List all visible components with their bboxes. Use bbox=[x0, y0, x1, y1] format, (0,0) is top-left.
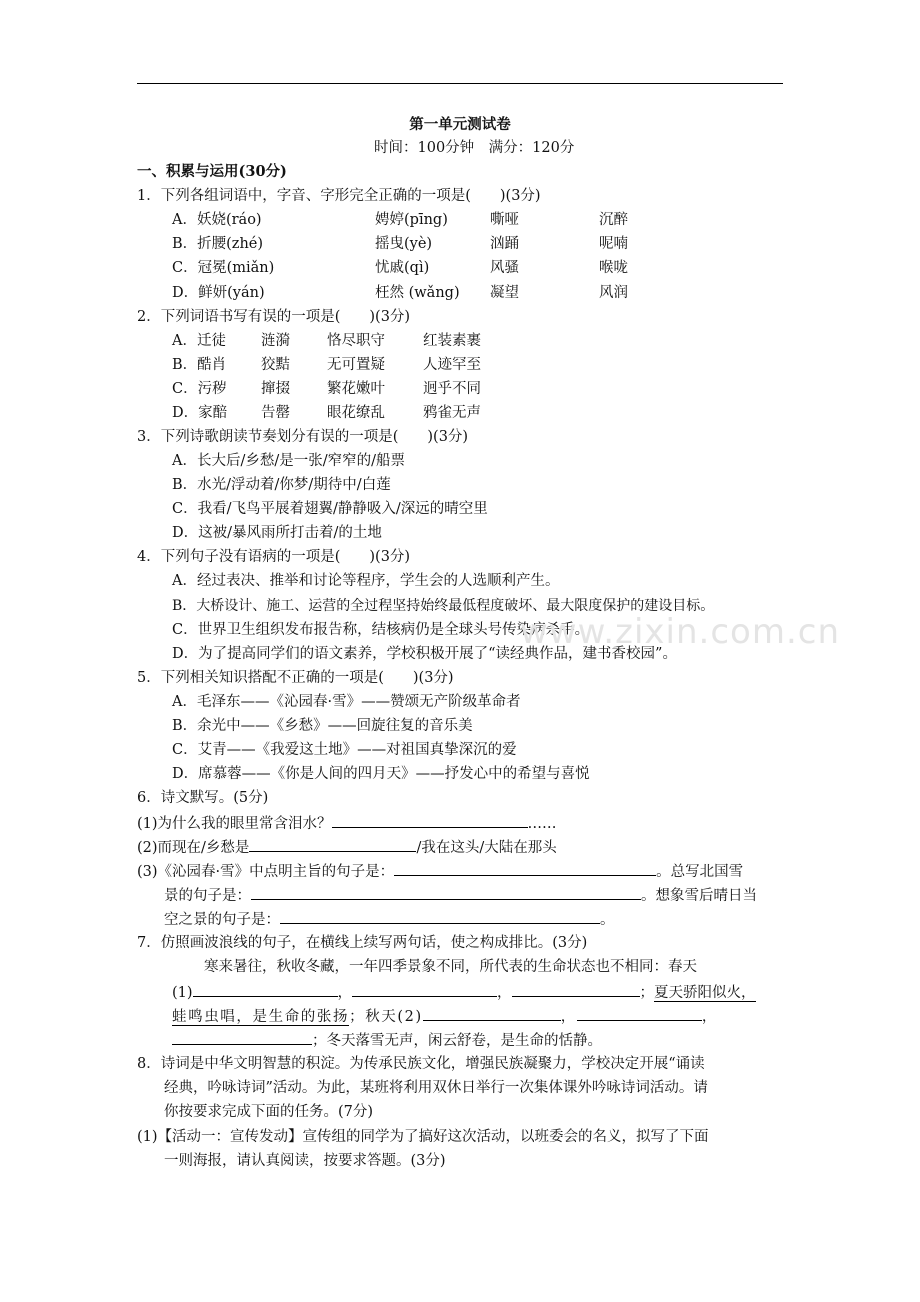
q6-1-ellipsis: …… bbox=[527, 816, 557, 832]
q2-b-1: B．酷肖 bbox=[172, 357, 227, 373]
q7-comma: ， bbox=[560, 1009, 577, 1025]
q4-option-d: D．为了提高同学们的语文素养，学校积极开展了“读经典作品，建书香校园”。 bbox=[172, 646, 677, 662]
q3-option-c: C．我看/飞鸟平展着翅翼/静静吸入/深远的晴空里 bbox=[172, 501, 488, 517]
q5-option-d: D．席慕蓉——《你是人间的四月天》——抒发心中的希望与喜悦 bbox=[172, 766, 590, 782]
q1-a-3: 嘶哑 bbox=[490, 212, 519, 228]
q2-d-4: 鸦雀无声 bbox=[423, 405, 481, 421]
q1-c-4: 喉咙 bbox=[599, 260, 628, 276]
q6-part-1 bbox=[137, 813, 557, 834]
answer-blank[interactable] bbox=[251, 885, 641, 900]
q6-3-text-2: 景的句子是： bbox=[164, 888, 251, 904]
q2-c-2: 撺掇 bbox=[261, 381, 290, 397]
q3-option-d: D．这被/暴风雨所打击着/的土地 bbox=[172, 525, 382, 541]
q1-stem: 1．下列各组词语中，字音、字形完全正确的一项是( )(3分) bbox=[137, 188, 541, 204]
q6-3-tail-2: 。想象雪后晴日当 bbox=[641, 888, 757, 904]
q2-a-1: A．迁徒 bbox=[172, 333, 226, 349]
q8-sub1-line-1: (1)【活动一：宣传发动】宣传组的同学为了搞好这次活动，以班委会的名义，拟写了下面 bbox=[137, 1129, 709, 1145]
top-rule bbox=[137, 83, 783, 84]
section-heading: 一、积累与运用(30分) bbox=[137, 163, 287, 180]
q1-c-2: 忧戚(qì) bbox=[375, 260, 430, 276]
answer-blank[interactable] bbox=[423, 1006, 561, 1021]
q1-b-4: 呢喃 bbox=[599, 236, 628, 252]
q8-line-2: 经典，吟咏诗词”活动。为此，某班将利用双休日举行一次集体课外吟咏诗词活动。请 bbox=[164, 1080, 708, 1096]
q6-3-text-3: 空之景的句子是： bbox=[164, 912, 280, 928]
q5-option-b: B．余光中——《乡愁》——回旋往复的音乐美 bbox=[172, 718, 473, 734]
q4-option-a: A．经过表决、推举和讨论等程序，学生会的人选顺利产生。 bbox=[172, 573, 560, 589]
q5-option-a: A．毛泽东——《沁园春·雪》——赞颂无产阶级革命者 bbox=[172, 694, 521, 710]
q3-stem: 3．下列诗歌朗读节奏划分有误的一项是( )(3分) bbox=[137, 429, 469, 445]
q1-a-1: A．妖娆(ráo) bbox=[172, 212, 262, 228]
q6-2-tail: /我在这头/大陆在那头 bbox=[416, 840, 557, 856]
q1-d-4: 风润 bbox=[599, 285, 628, 301]
answer-blank[interactable] bbox=[249, 837, 416, 852]
q6-3-text: (3)《沁园春·雪》中点明主旨的句子是： bbox=[137, 864, 395, 880]
q5-stem: 5．下列相关知识搭配不正确的一项是( )(3分) bbox=[137, 670, 454, 686]
q2-stem: 2．下列词语书写有误的一项是( )(3分) bbox=[137, 309, 411, 325]
q6-part-3-cont bbox=[164, 885, 757, 906]
q2-c-3: 繁花嫩叶 bbox=[327, 381, 385, 397]
q1-a-2: 娉婷(pīng) bbox=[375, 212, 448, 228]
q7-comma: ， bbox=[497, 985, 512, 1001]
q1-b-3: 汹踊 bbox=[490, 236, 519, 252]
q7-line-3 bbox=[172, 1006, 718, 1027]
answer-blank[interactable] bbox=[577, 1006, 702, 1021]
exam-meta: 时间：100分钟 满分：120分 bbox=[374, 140, 575, 156]
answer-blank[interactable] bbox=[394, 861, 656, 876]
answer-blank[interactable] bbox=[172, 1030, 312, 1045]
answer-blank[interactable] bbox=[280, 909, 600, 924]
q6-part-2 bbox=[137, 837, 557, 858]
q7-line-2 bbox=[172, 982, 756, 1003]
q7-wavy-sentence-cont: 蛙鸣虫唱，是生命的张扬 bbox=[172, 1009, 350, 1025]
q4-stem: 4．下列句子没有语病的一项是( )(3分) bbox=[137, 549, 411, 565]
q1-d-2: 枉然 (wǎng) bbox=[375, 285, 460, 301]
watermark: www.zixin.com.cn bbox=[520, 612, 840, 652]
q2-a-2: 涟漪 bbox=[261, 333, 290, 349]
q1-c-1: C．冠冕(miǎn) bbox=[172, 260, 275, 276]
q7-winter: ；冬天落雪无声，闲云舒卷，是生命的恬静。 bbox=[312, 1033, 602, 1049]
q1-d-3: 凝望 bbox=[490, 285, 519, 301]
q2-c-4: 迥乎不同 bbox=[423, 381, 481, 397]
q7-autumn: ；秋天(2) bbox=[349, 1009, 423, 1025]
q4-option-b: B．大桥设计、施工、运营的全过程坚持始终最低程度破坏、最大限度保护的建设目标。 bbox=[172, 598, 715, 614]
q6-part-3-cont2 bbox=[164, 909, 615, 930]
answer-blank[interactable] bbox=[352, 982, 497, 997]
q2-d-1: D．家醅 bbox=[172, 405, 228, 421]
q2-b-4: 人迹罕至 bbox=[423, 357, 481, 373]
q3-option-b: B．水光/浮动着/你梦/期待中/白莲 bbox=[172, 477, 391, 493]
q7-comma: ， bbox=[701, 1009, 718, 1025]
q1-a-4: 沉醉 bbox=[599, 212, 628, 228]
q1-b-2: 摇曳(yè) bbox=[375, 236, 433, 252]
q7-comma: ， bbox=[337, 985, 353, 1001]
q6-3-tail-3: 。 bbox=[600, 912, 615, 928]
q7-stem: 7．仿照画波浪线的句子，在横线上续写两句话，使之构成排比。(3分) bbox=[137, 935, 588, 951]
q2-a-3: 恪尽职守 bbox=[327, 333, 385, 349]
q8-sub1-line-2: 一则海报，请认真阅读，按要求答题。(3分) bbox=[164, 1153, 446, 1169]
q4-option-c: C．世界卫生组织发布报告称，结核病仍是全球头号传染病杀手。 bbox=[172, 622, 590, 638]
q8-line-3: 你按要求完成下面的任务。(7分) bbox=[164, 1104, 374, 1120]
q7-line-1: 寒来暑往，秋收冬藏，一年四季景象不同，所代表的生命状态也不相同：春天 bbox=[204, 959, 697, 975]
q6-2-text: (2)而现在/乡愁是 bbox=[137, 840, 250, 856]
q1-b-1: B．折腰(zhé) bbox=[172, 236, 264, 252]
q6-1-text: (1)为什么我的眼里常含泪水？ bbox=[137, 816, 332, 832]
q7-wavy-sentence: 夏天骄阳似火， bbox=[654, 985, 756, 1001]
answer-blank[interactable] bbox=[512, 982, 640, 997]
q2-c-1: C．污秽 bbox=[172, 381, 227, 397]
q7-line-4 bbox=[172, 1030, 602, 1051]
q3-option-a: A．长大后/乡愁/是一张/窄窄的/船票 bbox=[172, 453, 406, 469]
answer-blank[interactable] bbox=[332, 813, 528, 828]
q2-d-2: 告罄 bbox=[261, 405, 290, 421]
q2-d-3: 眼花缭乱 bbox=[327, 405, 385, 421]
answer-blank[interactable] bbox=[193, 982, 338, 997]
q1-c-3: 风骚 bbox=[490, 260, 519, 276]
q8-line-1: 8．诗词是中华文明智慧的积淀。为传承民族文化，增强民族凝聚力，学校决定开展“诵读 bbox=[137, 1056, 705, 1072]
q2-a-4: 红装素裹 bbox=[423, 333, 481, 349]
q7-blank-label: (1) bbox=[172, 985, 193, 1001]
q7-semicolon: ； bbox=[639, 985, 655, 1001]
q2-b-2: 狡黠 bbox=[261, 357, 290, 373]
q5-option-c: C．艾青——《我爱这土地》——对祖国真挚深沉的爱 bbox=[172, 742, 517, 758]
q6-part-3 bbox=[137, 861, 743, 882]
q6-stem: 6．诗文默写。(5分) bbox=[137, 790, 269, 806]
q6-3-tail: 。总写北国雪 bbox=[656, 864, 744, 880]
page-title: 第一单元测试卷 bbox=[409, 116, 511, 133]
q1-d-1: D．鲜妍(yán) bbox=[172, 285, 265, 301]
q2-b-3: 无可置疑 bbox=[327, 357, 385, 373]
